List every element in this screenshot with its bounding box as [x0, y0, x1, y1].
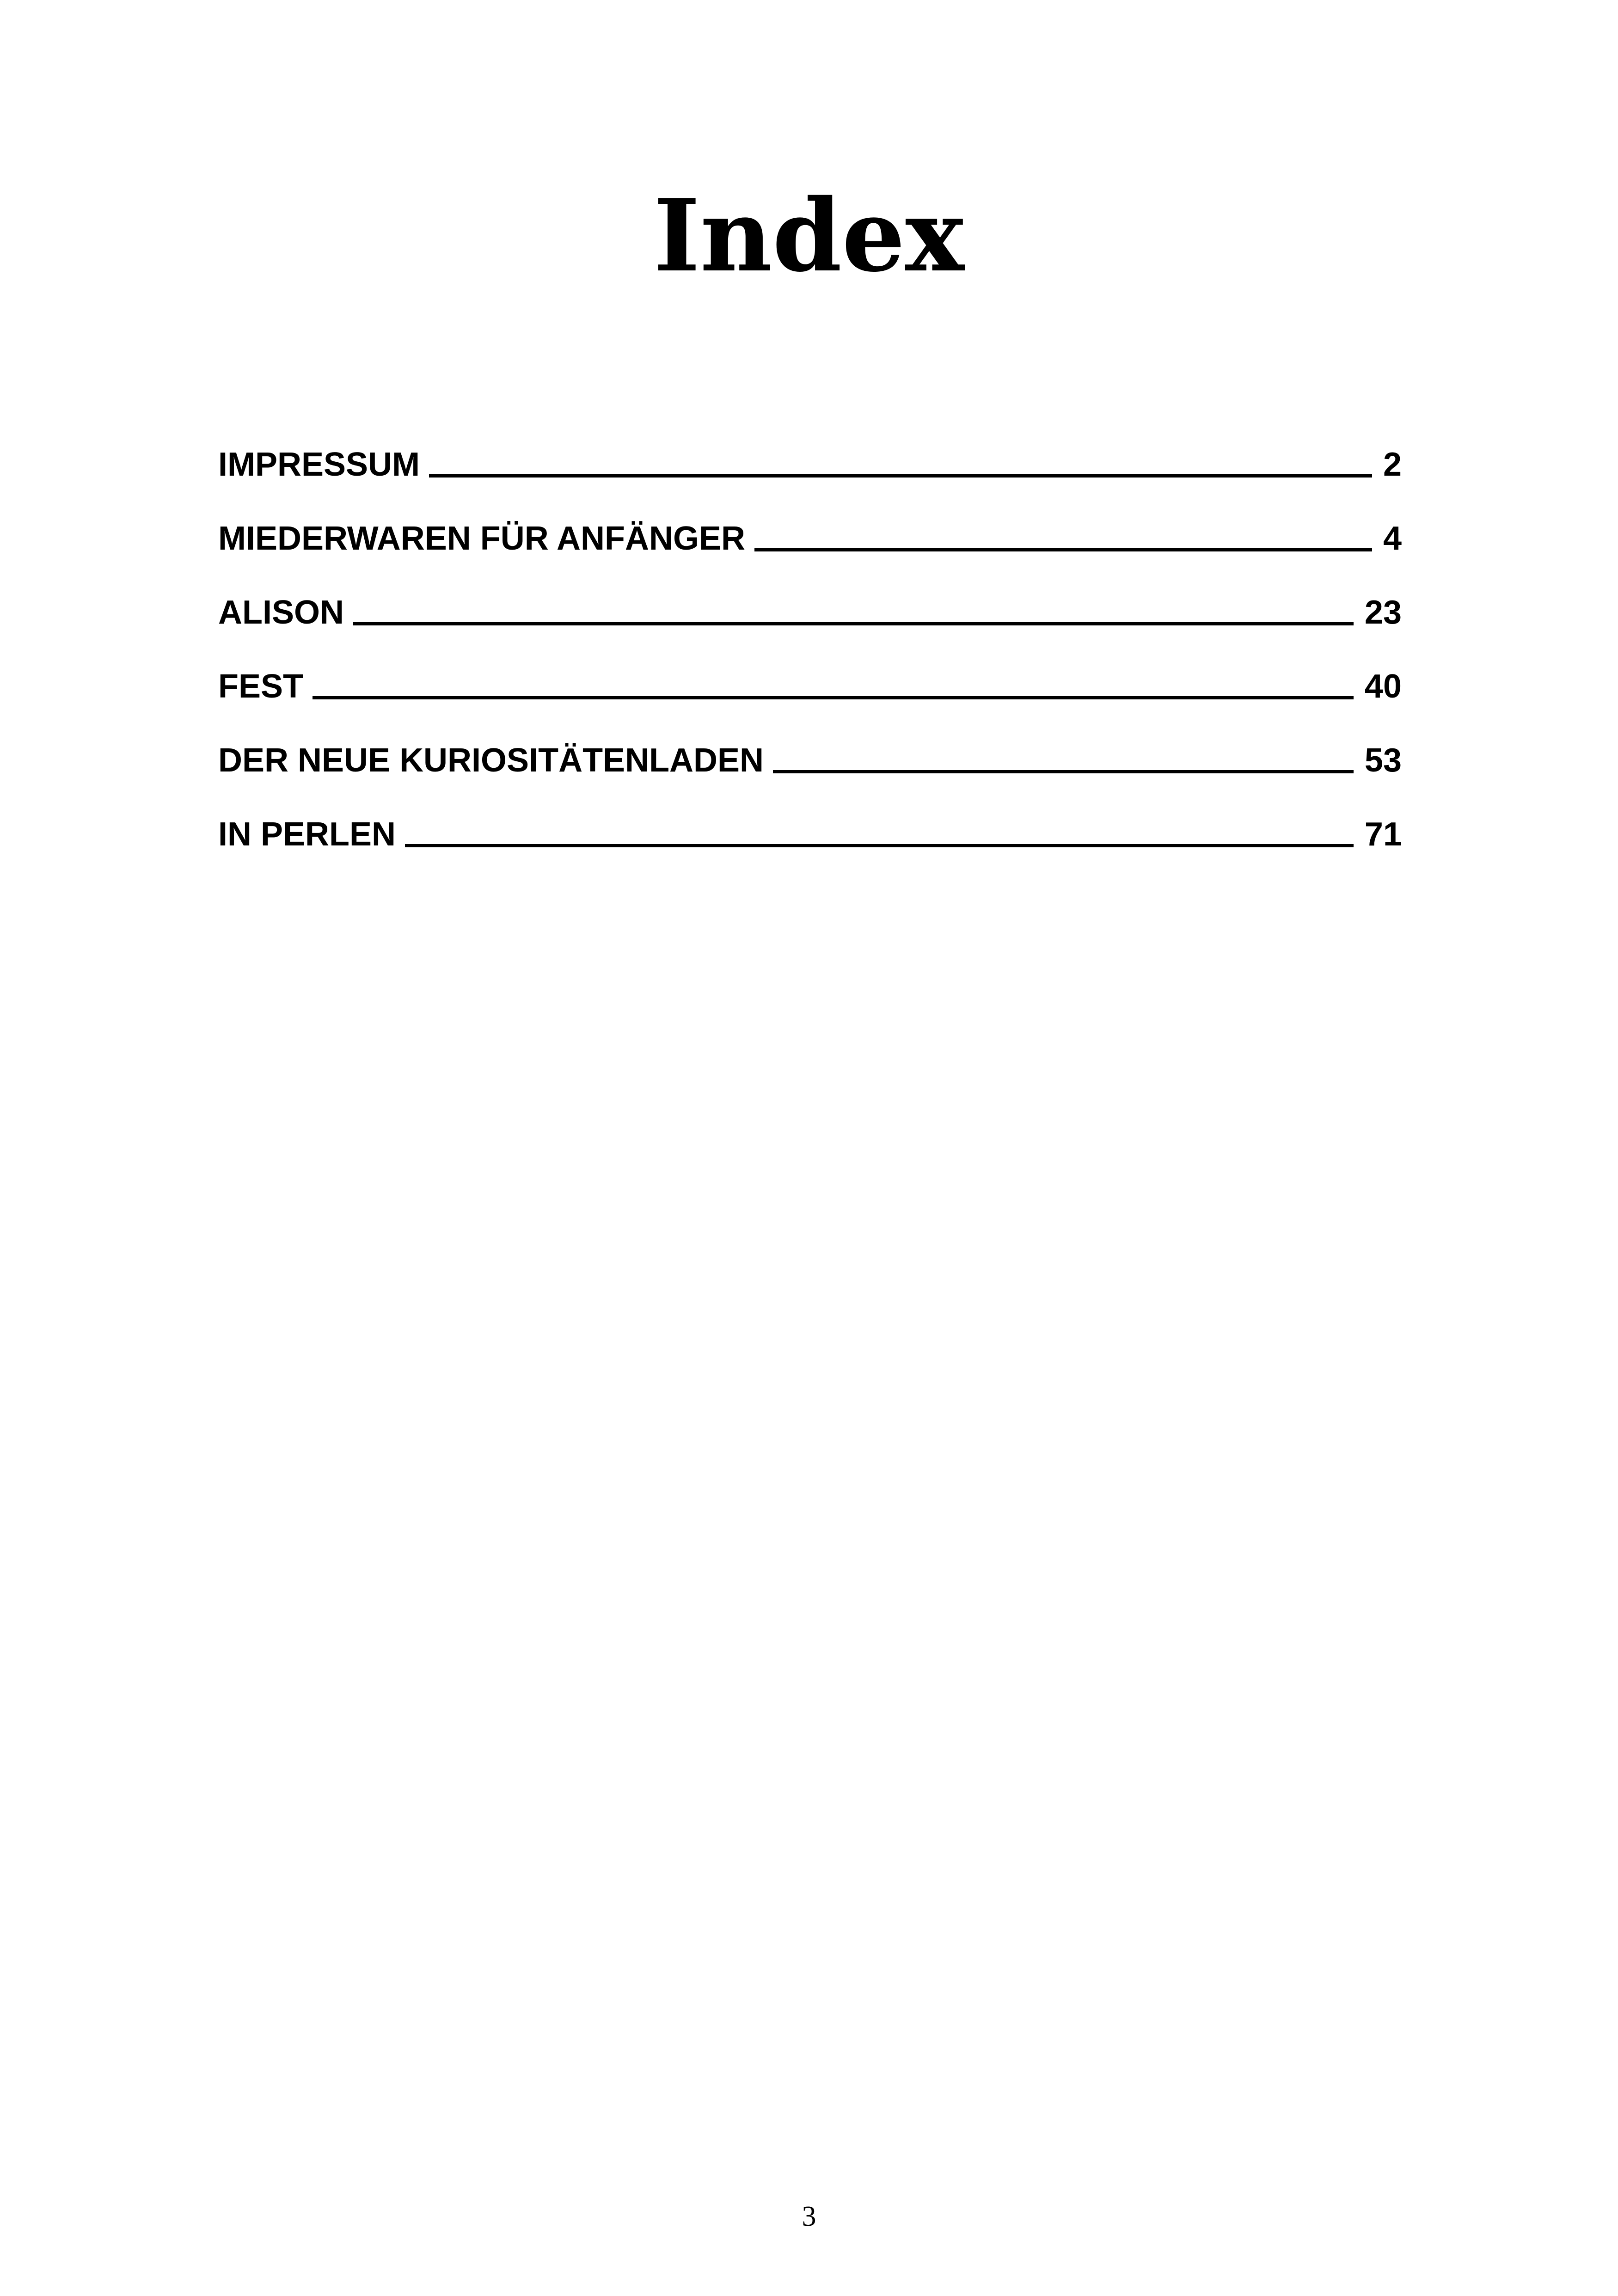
toc-leader-line: [405, 844, 1354, 847]
toc-entry-miederwaren: [218, 488, 1402, 562]
toc-entry-page: 53: [1364, 742, 1402, 779]
toc-entry-page: 71: [1364, 816, 1402, 853]
toc-entry-label: DER NEUE KURIOSITÄTENLADEN: [218, 742, 764, 779]
toc-entry-label: ALISON: [218, 594, 344, 631]
toc-entry-page: 23: [1364, 594, 1402, 631]
toc-entry-label: FEST: [218, 668, 304, 705]
toc-entry-label: IMPRESSUM: [218, 446, 420, 483]
toc-entry-label: MIEDERWAREN FÜR ANFÄNGER: [218, 520, 746, 557]
page-number: 3: [802, 2201, 816, 2232]
toc-entry-fest: [218, 636, 1402, 710]
page-title: Index: [653, 177, 965, 294]
toc-entry-impressum: [218, 414, 1402, 488]
toc-entry-page: 2: [1383, 446, 1402, 483]
table-of-contents: [218, 414, 1402, 857]
toc-entry-label: IN PERLEN: [218, 816, 396, 853]
toc-entry-alison: [218, 562, 1402, 636]
toc-leader-line: [754, 548, 1372, 551]
toc-leader-line: [773, 770, 1354, 773]
toc-leader-line: [429, 474, 1372, 478]
toc-entry-kuriositaetenladen: [218, 710, 1402, 784]
toc-entry-page: 40: [1364, 668, 1402, 705]
toc-leader-line: [353, 622, 1354, 625]
toc-entry-in-perlen: [218, 784, 1402, 857]
toc-leader-line: [313, 696, 1354, 699]
toc-entry-page: 4: [1383, 520, 1402, 557]
